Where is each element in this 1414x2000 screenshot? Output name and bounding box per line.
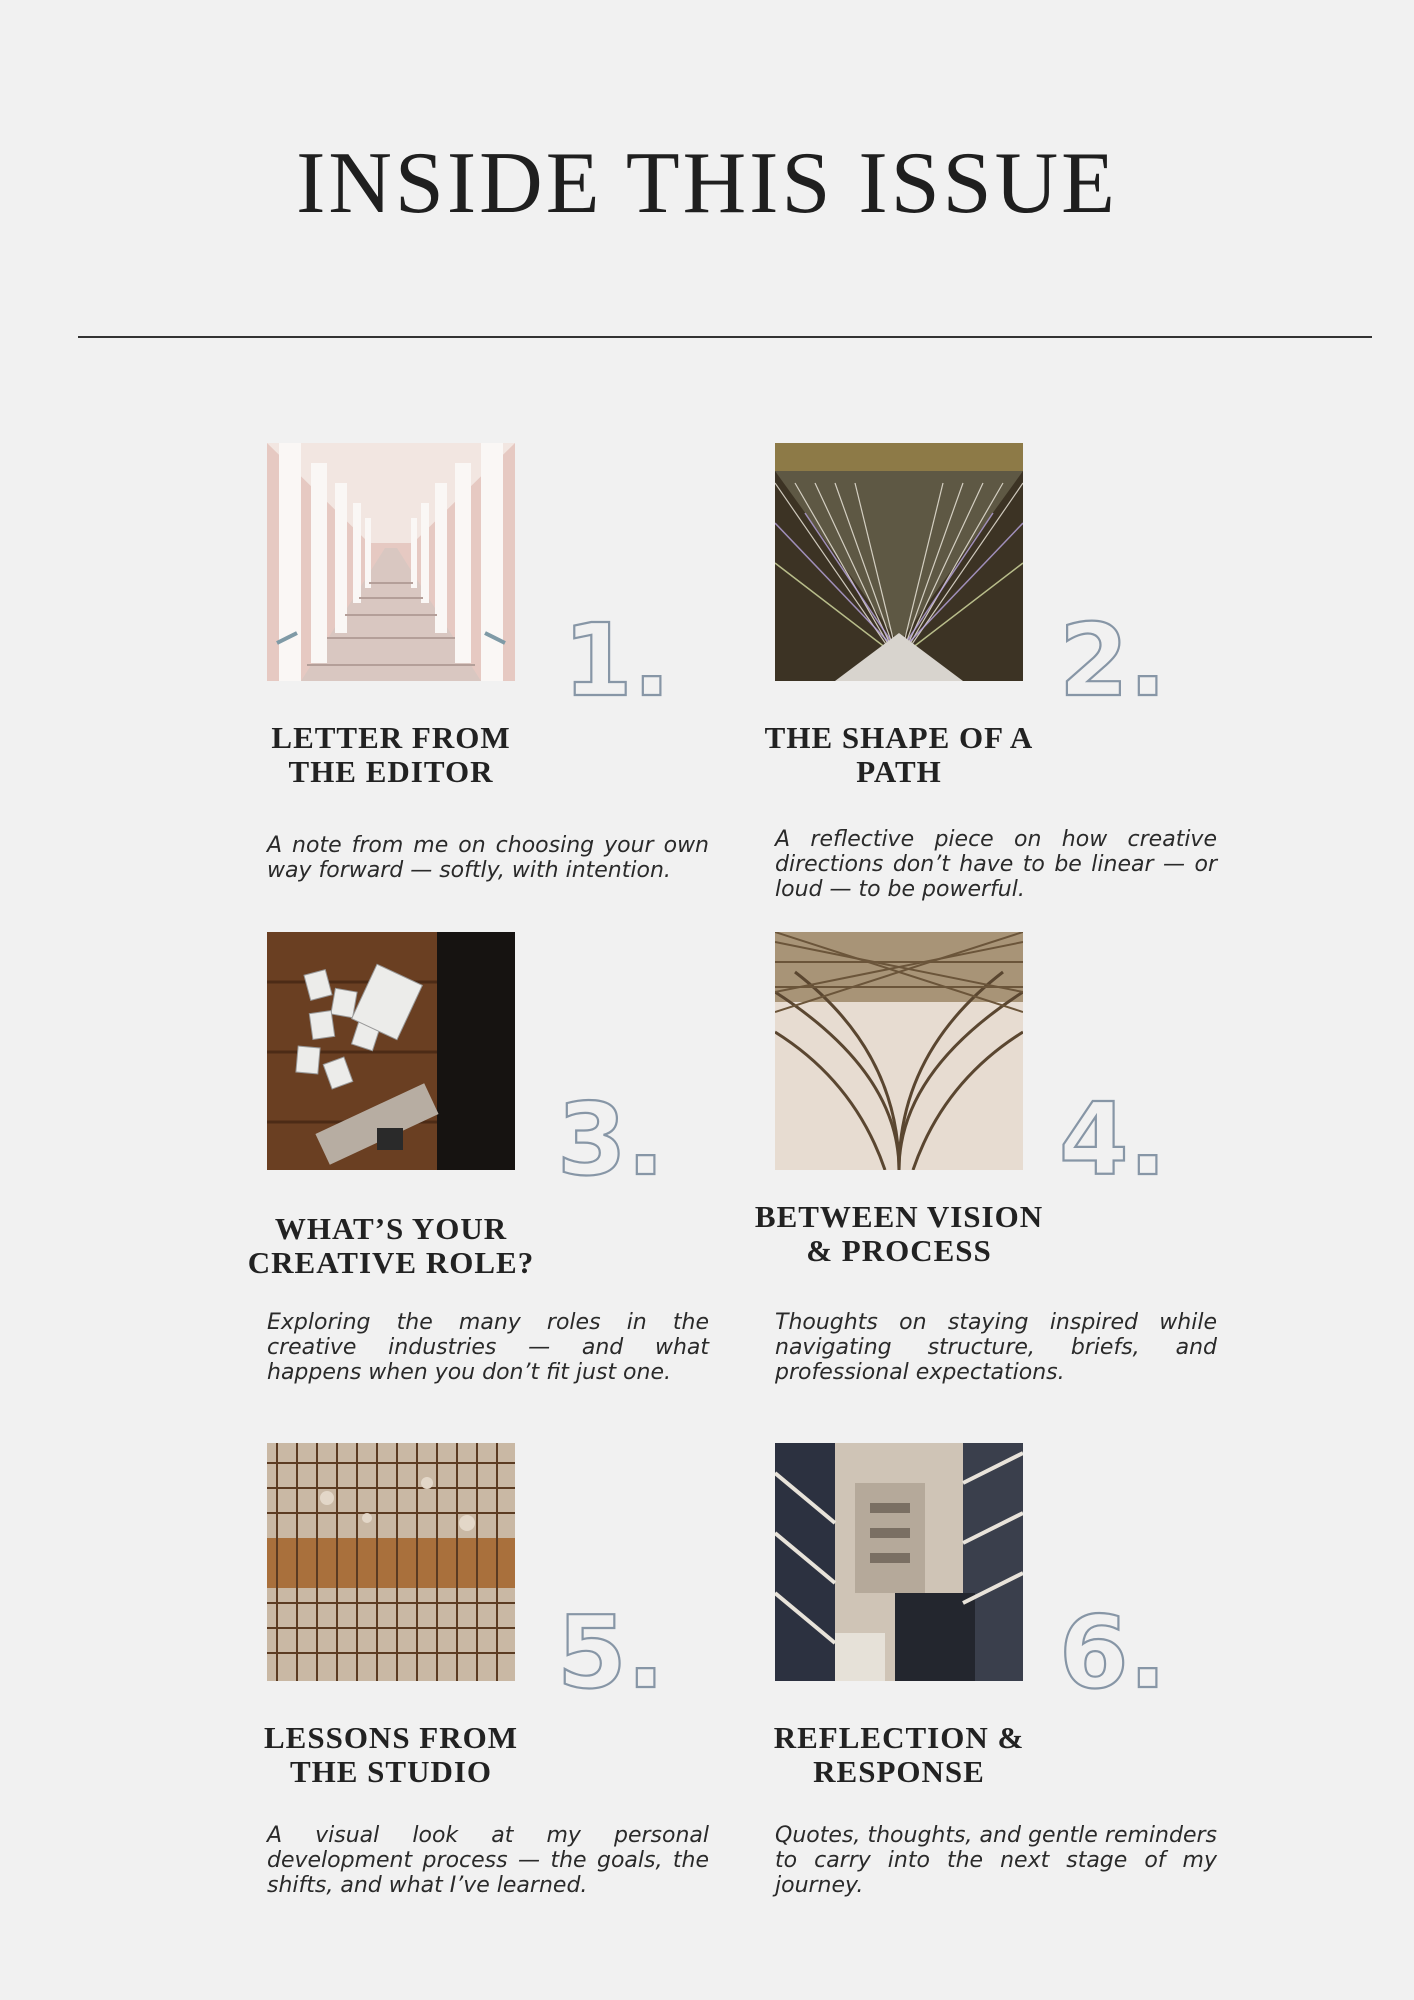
item-number: 6. (1059, 1594, 1167, 1711)
item-heading: REFLECTION & RESPONSE (773, 1720, 1025, 1789)
page-title: INSIDE THIS ISSUE (296, 135, 1118, 232)
item-description: Thoughts on staying inspired while navigating structure, briefs, and professional expectations. (775, 1310, 1217, 1385)
item-image (775, 443, 1023, 681)
item-description: A reflective piece on how creative directions don’t have to be linear — or loud — to be powerful. (775, 827, 1217, 902)
item-image (775, 932, 1023, 1170)
item-image (267, 932, 515, 1170)
item-number: 5. (557, 1594, 665, 1711)
item-description: Quotes, thoughts, and gentle reminders to carry into the next stage of my journey. (775, 1823, 1217, 1898)
bamboo-structure-image (775, 932, 1023, 1170)
contents-item-3[interactable] (247, 932, 827, 1412)
item-description: Exploring the many roles in the creative industries — and what happens when you don’t fit just one. (267, 1310, 709, 1385)
grid-installation-image (267, 1443, 515, 1681)
collage-pattern-image (775, 1443, 1023, 1681)
item-heading: BETWEEN VISION & PROCESS (754, 1199, 1044, 1268)
divider (78, 336, 1372, 338)
item-image (775, 1443, 1023, 1681)
item-heading: LESSONS FROM THE STUDIO (263, 1720, 519, 1789)
item-number: 3. (557, 1081, 665, 1198)
contents-item-5[interactable] (263, 1443, 827, 1923)
item-number: 2. (1059, 602, 1167, 719)
item-description: A note from me on choosing your own way forward — softly, with intention. (267, 833, 709, 883)
item-number: 1. (563, 602, 671, 719)
contents-item-1[interactable] (267, 443, 827, 923)
item-number: 4. (1059, 1081, 1167, 1198)
item-heading: WHAT’S YOUR CREATIVE ROLE? (247, 1211, 535, 1280)
item-image (267, 443, 515, 681)
colonnade-corridor-image (267, 443, 515, 681)
item-heading: THE SHAPE OF A PATH (764, 720, 1034, 789)
item-image (267, 1443, 515, 1681)
contents-item-6[interactable] (775, 1443, 1335, 1923)
item-heading: LETTER FROM THE EDITOR (271, 720, 511, 789)
photos-on-desk-image (267, 932, 515, 1170)
contents-item-2[interactable] (764, 443, 1335, 923)
item-description: A visual look at my personal development process — the goals, the shifts, and what I’ve learned. (267, 1823, 709, 1898)
contents-item-4[interactable] (754, 932, 1335, 1412)
string-installation-image (775, 443, 1023, 681)
